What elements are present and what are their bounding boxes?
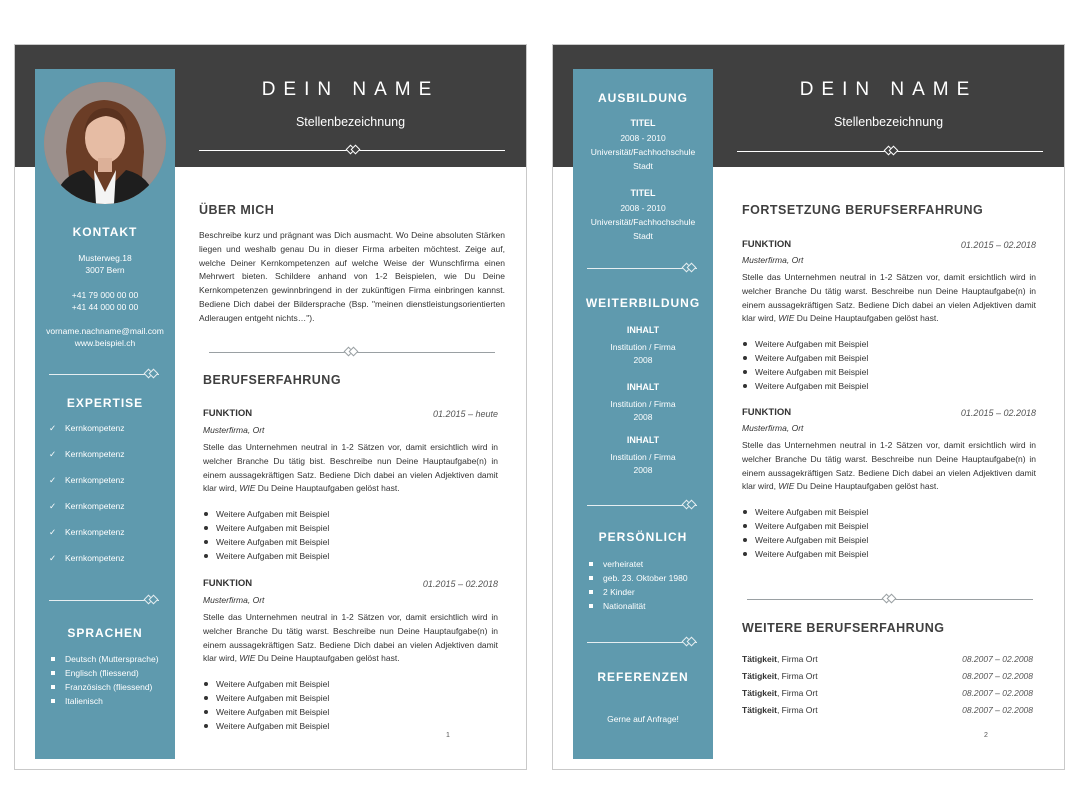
diamond-ornament-icon xyxy=(149,595,159,605)
references-heading: REFERENZEN xyxy=(597,670,689,684)
job-date: 01.2015 – heute xyxy=(432,409,498,419)
expertise-item: ✓ Kernkompetenz xyxy=(49,501,125,527)
diamond-ornament-icon xyxy=(887,594,897,604)
page-number: 1 xyxy=(446,732,450,739)
experience-heading: BERUFSERFAHRUNG xyxy=(203,373,342,387)
education-years: 2008 - 2010 xyxy=(620,133,666,143)
training-year: 2008 xyxy=(633,355,653,365)
check-icon: ✓ xyxy=(49,475,57,485)
sidebar-divider xyxy=(49,595,159,605)
job-task-list xyxy=(203,507,329,563)
square-bullet-icon xyxy=(589,590,593,594)
personal-item: 2 Kinder xyxy=(589,585,688,599)
square-bullet-icon xyxy=(589,604,593,608)
language-item: Italienisch xyxy=(51,694,159,708)
diamond-ornament-icon xyxy=(351,145,361,155)
job-function: FUNKTION xyxy=(742,239,792,250)
education-years: 2008 - 2010 xyxy=(620,203,666,213)
list-item: Weitere Aufgaben mit Beispiel xyxy=(203,507,329,521)
check-icon: ✓ xyxy=(49,423,57,433)
expertise-item: ✓ Kernkompetenz xyxy=(49,553,125,579)
education-title: TITEL xyxy=(630,118,656,128)
list-item: Weitere Aufgaben mit Beispiel xyxy=(203,521,329,535)
contact-heading: KONTAKT xyxy=(72,225,138,239)
training-institution: Institution / Firma xyxy=(610,399,676,409)
job-function: FUNKTION xyxy=(203,408,253,419)
expertise-list xyxy=(49,423,125,579)
sidebar-divider xyxy=(587,637,697,647)
about-heading: ÜBER MICH xyxy=(199,203,275,217)
diamond-ornament-icon xyxy=(889,146,899,156)
education-heading: AUSBILDUNG xyxy=(598,91,688,105)
list-item: Weitere Aufgaben mit Beispiel xyxy=(203,535,329,549)
sidebar-divider xyxy=(587,500,697,510)
header-divider xyxy=(199,145,505,155)
expertise-item: ✓ Kernkompetenz xyxy=(49,527,125,553)
job-function: FUNKTION xyxy=(203,578,253,589)
further-experience-date: 08.2007 – 02.2008 xyxy=(962,705,1033,715)
education-city: Stadt xyxy=(633,231,653,241)
expertise-item: ✓ Kernkompetenz xyxy=(49,449,125,475)
page-number: 2 xyxy=(984,732,988,739)
training-year: 2008 xyxy=(633,465,653,475)
square-bullet-icon xyxy=(51,685,55,689)
list-item: Weitere Aufgaben mit Beispiel xyxy=(742,533,868,547)
candidate-name: DEIN NAME xyxy=(261,79,440,100)
personal-heading: PERSÖNLICH xyxy=(598,530,688,544)
candidate-name: DEIN NAME xyxy=(799,79,978,100)
training-title: INHALT xyxy=(626,435,660,445)
job-description: Stelle das Unternehmen neutral in 1-2 Sätzen vor, damit ersichtlich wird in welcher Branche Du tätig bist. Beschreibe nun Deine Hauptaufgabe(n) in einem aussagekräftigen Satz. Bediene Dich dabei an vielen Adjektiven damit klar wird, WIE Du Deine Hauptaufgaben gelöst hast. xyxy=(203,442,498,494)
list-item: Weitere Aufgaben mit Beispiel xyxy=(203,677,329,691)
list-item: Weitere Aufgaben mit Beispiel xyxy=(742,379,868,393)
list-item: Weitere Aufgaben mit Beispiel xyxy=(203,691,329,705)
education-title: TITEL xyxy=(630,188,656,198)
training-institution: Institution / Firma xyxy=(610,342,676,352)
diamond-ornament-icon xyxy=(149,369,159,379)
personal-item: geb. 23. Oktober 1980 xyxy=(589,571,688,585)
further-experience-row: Tätigkeit, Firma Ort xyxy=(742,671,818,681)
personal-item: verheiratet xyxy=(589,557,688,571)
list-item: Weitere Aufgaben mit Beispiel xyxy=(742,337,868,351)
education-city: Stadt xyxy=(633,161,653,171)
expertise-heading: EXPERTISE xyxy=(66,396,144,410)
job-date: 01.2015 – 02.2018 xyxy=(960,408,1036,418)
personal-list xyxy=(589,557,688,613)
sidebar-divider xyxy=(49,369,159,379)
diamond-ornament-icon xyxy=(687,637,697,647)
further-experience-row: Tätigkeit, Firma Ort xyxy=(742,654,818,664)
education-school: Universität/Fachhochschule xyxy=(590,147,696,157)
diamond-ornament-icon xyxy=(687,263,697,273)
job-task-list xyxy=(203,677,329,733)
job-function: FUNKTION xyxy=(742,407,792,418)
check-icon: ✓ xyxy=(49,449,57,459)
languages-heading: SPRACHEN xyxy=(67,626,143,640)
education-school: Universität/Fachhochschule xyxy=(590,217,696,227)
further-experience-date: 08.2007 – 02.2008 xyxy=(962,671,1033,681)
language-item: Französisch (fliessend) xyxy=(51,680,159,694)
job-date: 01.2015 – 02.2018 xyxy=(960,240,1036,250)
references-text: Gerne auf Anfrage! xyxy=(607,714,679,724)
training-title: INHALT xyxy=(626,325,660,335)
section-divider xyxy=(209,347,495,357)
training-heading: WEITERBILDUNG xyxy=(585,296,701,310)
training-title: INHALT xyxy=(626,382,660,392)
language-item: Englisch (fliessend) xyxy=(51,666,159,680)
job-task-list xyxy=(742,337,868,393)
about-text: Beschreibe kurz und prägnant was Dich ausmacht. Wo Deine absoluten Stärken liegen und weshalb genau Du in dieser Firma arbeiten möchtest. Zeige auf, welche Deiner Kernkompetenzen auf welche Weise der Wunschfirma einen Mehrwert bieten. Schildere anhand von 1-2 Beispielen, wie Du Deine Kernkompetenzen gewinnbringend in der zukünftigen Firma einbringen kannst. Bediene Dich dabei der Bildersprache (Bsp. "meinen dienstleistungsorientierten Adleraugen entgeht nichts…"). xyxy=(199,230,505,323)
expertise-item: ✓ Kernkompetenz xyxy=(49,475,125,501)
further-experience-date: 08.2007 – 02.2008 xyxy=(962,654,1033,664)
check-icon: ✓ xyxy=(49,553,57,563)
contact-website: www.beispiel.ch xyxy=(74,338,136,348)
list-item: Weitere Aufgaben mit Beispiel xyxy=(203,705,329,719)
contact-email: vorname.nachname@mail.com xyxy=(46,326,164,336)
job-description: Stelle das Unternehmen neutral in 1-2 Sätzen vor, damit ersichtlich wird in welcher Branche Du tätig warst. Beschreibe nun Deine Hauptaufgabe(n) in einem aussagekräftigen Satz. Bediene Dich dabei an vielen Adjektiven damit klar wird, WIE Du Deine Hauptaufgaben gelöst hast. xyxy=(742,272,1036,324)
expertise-item: ✓ Kernkompetenz xyxy=(49,423,125,449)
job-title: Stellenbezeichnung xyxy=(833,115,944,129)
job-company: Musterfirma, Ort xyxy=(742,423,804,433)
list-item: Weitere Aufgaben mit Beispiel xyxy=(742,547,868,561)
check-icon: ✓ xyxy=(49,527,57,537)
resume-page-1 xyxy=(14,44,527,770)
check-icon: ✓ xyxy=(49,501,57,511)
contact-city: 3007 Bern xyxy=(85,265,125,275)
job-company: Musterfirma, Ort xyxy=(203,595,265,605)
list-item: Weitere Aufgaben mit Beispiel xyxy=(203,549,329,563)
contact-street: Musterweg.18 xyxy=(78,253,132,263)
job-date: 01.2015 – 02.2018 xyxy=(422,579,498,589)
job-company: Musterfirma, Ort xyxy=(203,425,265,435)
job-description: Stelle das Unternehmen neutral in 1-2 Sätzen vor, damit ersichtlich wird in welcher Branche Du tätig warst. Beschreibe nun Deine Hauptaufgabe(n) in einem aussagekräftigen Satz. Bediene Dich dabei an vielen Adjektiven damit klar wird, WIE Du Deine Hauptaufgaben gelöst hast. xyxy=(742,440,1036,492)
square-bullet-icon xyxy=(589,562,593,566)
square-bullet-icon xyxy=(51,671,55,675)
diamond-ornament-icon xyxy=(349,347,359,357)
further-experience-date: 08.2007 – 02.2008 xyxy=(962,688,1033,698)
language-item: Deutsch (Muttersprache) xyxy=(51,652,159,666)
diamond-ornament-icon xyxy=(687,500,697,510)
list-item: Weitere Aufgaben mit Beispiel xyxy=(742,505,868,519)
list-item: Weitere Aufgaben mit Beispiel xyxy=(203,719,329,733)
job-description: Stelle das Unternehmen neutral in 1-2 Sätzen vor, damit ersichtlich wird in welcher Branche Du tätig warst. Beschreibe nun Deine Hauptaufgabe(n) in einem aussagekräftigen Satz. Bediene Dich dabei an vielen Adjektiven damit klar wird, WIE Du Deine Hauptaufgaben gelöst hast. xyxy=(203,612,498,664)
resume-page-2 xyxy=(552,44,1065,770)
sidebar-divider xyxy=(587,263,697,273)
training-year: 2008 xyxy=(633,412,653,422)
list-item: Weitere Aufgaben mit Beispiel xyxy=(742,519,868,533)
sidebar xyxy=(573,69,713,759)
profile-photo xyxy=(44,82,166,204)
list-item: Weitere Aufgaben mit Beispiel xyxy=(742,351,868,365)
sidebar xyxy=(35,69,175,759)
section-divider xyxy=(747,594,1033,604)
job-title: Stellenbezeichnung xyxy=(295,115,406,129)
languages-list xyxy=(51,652,159,708)
square-bullet-icon xyxy=(589,576,593,580)
job-company: Musterfirma, Ort xyxy=(742,255,804,265)
header-divider xyxy=(737,146,1043,156)
further-experience-row: Tätigkeit, Firma Ort xyxy=(742,705,818,715)
contact-phone-mobile: +41 79 000 00 00 xyxy=(71,290,139,300)
training-institution: Institution / Firma xyxy=(610,452,676,462)
list-item: Weitere Aufgaben mit Beispiel xyxy=(742,365,868,379)
continued-experience-heading: FORTSETZUNG BERUFSERFAHRUNG xyxy=(742,203,984,217)
personal-item: Nationalität xyxy=(589,599,688,613)
square-bullet-icon xyxy=(51,657,55,661)
further-experience-row: Tätigkeit, Firma Ort xyxy=(742,688,818,698)
square-bullet-icon xyxy=(51,699,55,703)
contact-phone-landline: +41 44 000 00 00 xyxy=(71,302,139,312)
job-task-list xyxy=(742,505,868,561)
further-experience-heading: WEITERE BERUFSERFAHRUNG xyxy=(742,621,945,635)
